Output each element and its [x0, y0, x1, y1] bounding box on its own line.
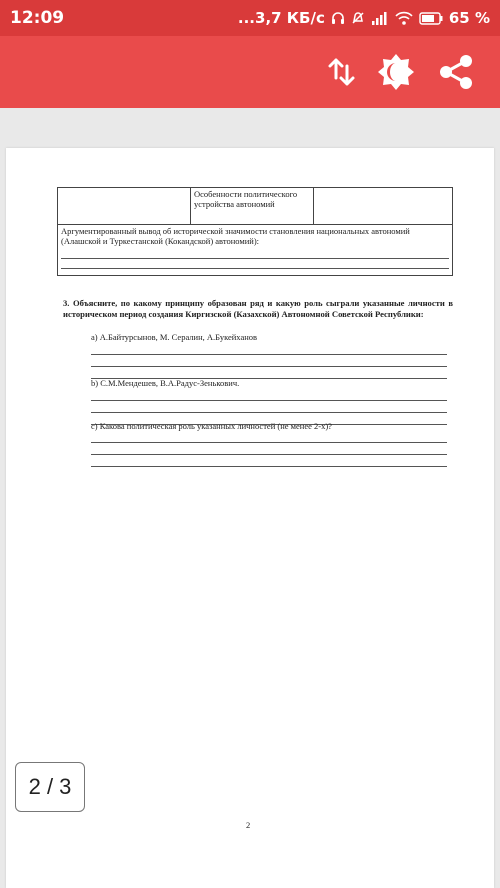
answer-line [91, 400, 447, 401]
answer-line [91, 366, 447, 367]
answer-line [91, 412, 447, 413]
table-conclusion-cell [58, 225, 453, 276]
muted-bell-icon [351, 11, 365, 25]
table-cell-empty [314, 188, 453, 225]
question-3b: b) С.М.Мендешев, В.А.Радус-Зенькович. [91, 378, 240, 388]
battery-percent: 65 % [448, 9, 490, 27]
conclusion-prompt: Аргументированный вывод об исторической значимости становления национальных автономий (Алашской и Туркестанской (Кокандской) автономий): [61, 226, 410, 246]
table-cell-empty [58, 188, 191, 225]
headphones-icon [331, 11, 345, 25]
signal-icon [371, 12, 389, 25]
answer-line [91, 442, 447, 443]
question-3a: а) А.Байтурсынов, М. Сералин, А.Букейханов [91, 332, 258, 342]
question-3c: c) Какова политическая роль указанных личностей (не менее 2-х)? [91, 421, 332, 431]
share-icon[interactable] [436, 52, 476, 92]
status-time: 12:09 [10, 8, 65, 28]
answer-line [91, 466, 447, 467]
battery-icon [419, 12, 443, 25]
table-cell-label: Особенности политического устройства автономий [191, 188, 314, 225]
answer-line [91, 354, 447, 355]
page-number: 2 [246, 820, 251, 830]
status-icons [238, 9, 490, 27]
answer-line [91, 454, 447, 455]
sort-arrows-icon[interactable] [322, 52, 362, 92]
wifi-icon [395, 11, 413, 25]
app-toolbar [0, 36, 500, 108]
autonomy-table [57, 187, 453, 276]
answer-line [61, 268, 449, 269]
question-3: 3. Объясните, по какому принципу образован ряд и какую роль сыграли указанные личности в историческом период создания Киргизской (Казахской) Автономной Советской Республики: [63, 298, 453, 319]
brightness-icon[interactable] [376, 52, 416, 92]
network-speed: ...3,7 КБ/с [237, 9, 325, 27]
answer-line [61, 258, 449, 259]
status-bar [0, 0, 500, 36]
page-indicator: 2 / 3 [15, 762, 85, 812]
